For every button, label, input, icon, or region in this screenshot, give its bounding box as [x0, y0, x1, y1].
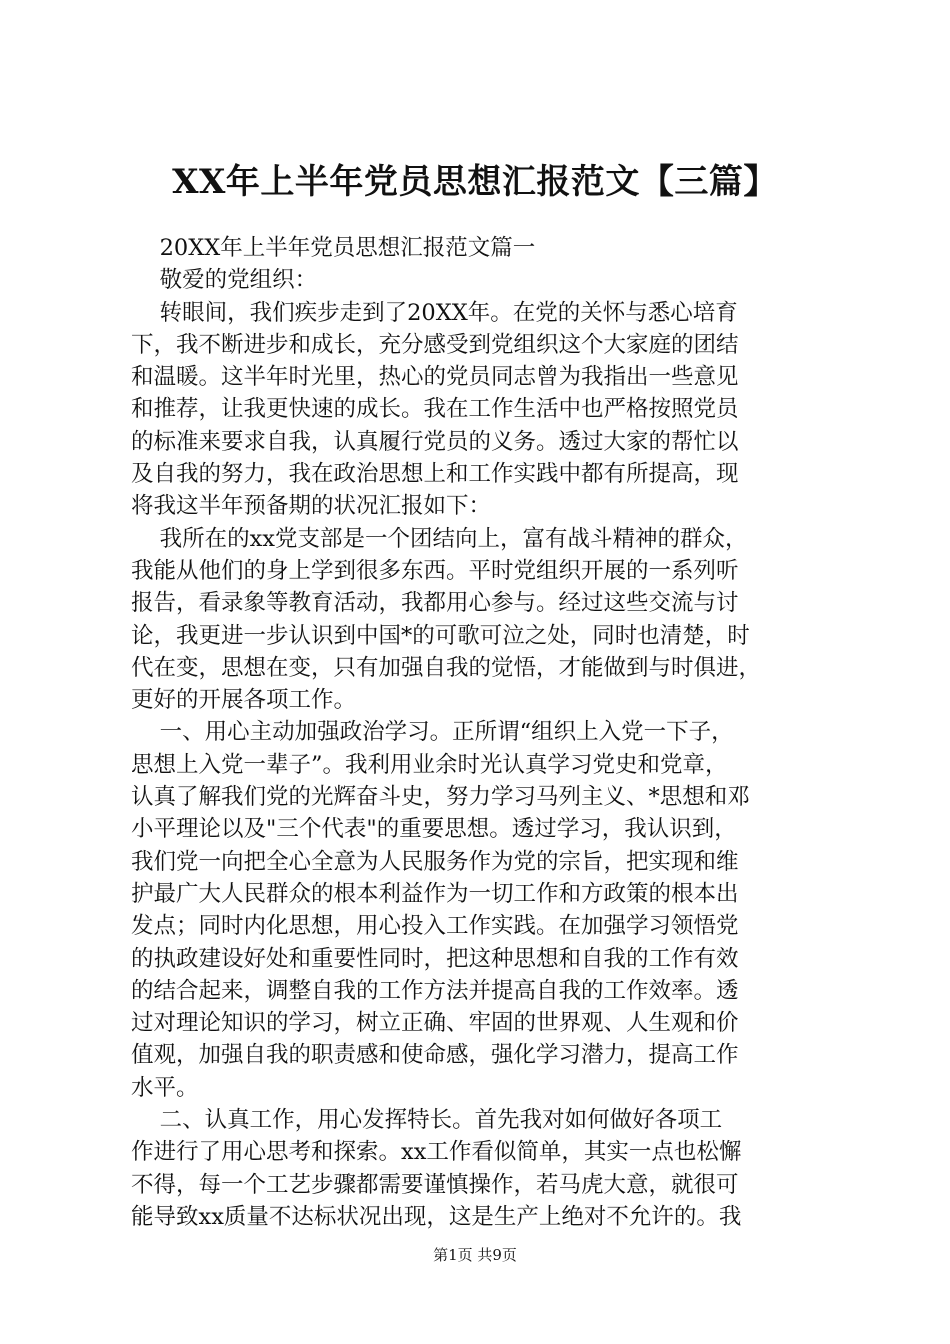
body-line: 代在变，思想在变，只有加强自我的觉悟，才能做到与时俱进， [131, 654, 762, 681]
body-line: 20XX年上半年党员思想汇报范文篇一 [131, 235, 536, 261]
body-line: 更好的开展各项工作。 [131, 687, 357, 714]
body-line: 和推荐，让我更快速的成长。我在工作生活中也严格按照党员 [131, 396, 739, 423]
body-line: 水平。 [131, 1074, 199, 1101]
body-line: 转眼间，我们疾步走到了20XX年。在党的关怀与悉心培育 [131, 299, 738, 326]
body-line: 发点；同时内化思想，用心投入工作实践。在加强学习领悟党 [131, 913, 739, 940]
body-line: 我能从他们的身上学到很多东西。平时党组织开展的一系列听 [131, 557, 739, 584]
body-line: 一、用心主动加强政治学习。正所谓“组织上入党一下子， [131, 719, 734, 746]
body-line: 护最广大人民群众的根本利益作为一切工作和方政策的根本出 [131, 880, 739, 907]
body-line: 的结合起来，调整自我的工作方法并提高自我的工作效率。透 [131, 977, 739, 1004]
document-title: XX年上半年党员思想汇报范文【三篇】 [172, 162, 778, 202]
body-line: 我所在的xx党支部是一个团结向上，富有战斗精神的群众， [131, 525, 748, 552]
body-line: 不得，每一个工艺步骤都需要谨慎操作，若马虎大意，就很可 [131, 1171, 739, 1198]
body-line: 下，我不断进步和成长，充分感受到党组织这个大家庭的团结 [131, 331, 739, 358]
body-line: 小平理论以及"三个代表"的重要思想。透过学习，我认识到， [131, 816, 737, 843]
body-line: 的标准来要求自我，认真履行党员的义务。透过大家的帮忙以 [131, 428, 739, 455]
body-line: 二、认真工作，用心发挥特长。首先我对如何做好各项工 [131, 1107, 723, 1134]
body-line: 报告，看录象等教育活动，我都用心参与。经过这些交流与讨 [131, 590, 739, 617]
body-line: 我们党一向把全心全意为人民服务作为党的宗旨，把实现和维 [131, 848, 739, 875]
page-footer: 第1页 共9页 [433, 1246, 517, 1264]
body-line: 将我这半年预备期的状况汇报如下： [131, 493, 492, 520]
body-line: 的执政建设好处和重要性同时，把这种思想和自我的工作有效 [131, 945, 739, 972]
body-line: 论，我更进一步认识到中国*的可歌可泣之处，同时也清楚，时 [131, 622, 750, 649]
body-line: 和温暖。这半年时光里，热心的党员同志曾为我指出一些意见 [131, 364, 739, 391]
body-line: 认真了解我们党的光辉奋斗史，努力学习马列主义、*思想和邓 [131, 784, 750, 811]
body-line: 思想上入党一辈子”。我利用业余时光认真学习党史和党章， [131, 751, 728, 778]
body-line: 敬爱的党组织： [131, 267, 318, 294]
body-line: 能导致xx质量不达标状况出现，这是生产上绝对不允许的。我 [131, 1203, 742, 1230]
body-line: 过对理论知识的学习，树立正确、牢固的世界观、人生观和价 [131, 1010, 739, 1037]
document-body [131, 232, 831, 1233]
body-line: 及自我的努力，我在政治思想上和工作实践中都有所提高，现 [131, 461, 739, 488]
body-line: 作进行了用心思考和探索。xx工作看似简单，其实一点也松懈 [131, 1139, 742, 1166]
body-line: 值观，加强自我的职责感和使命感，强化学习潜力，提高工作 [131, 1042, 739, 1069]
